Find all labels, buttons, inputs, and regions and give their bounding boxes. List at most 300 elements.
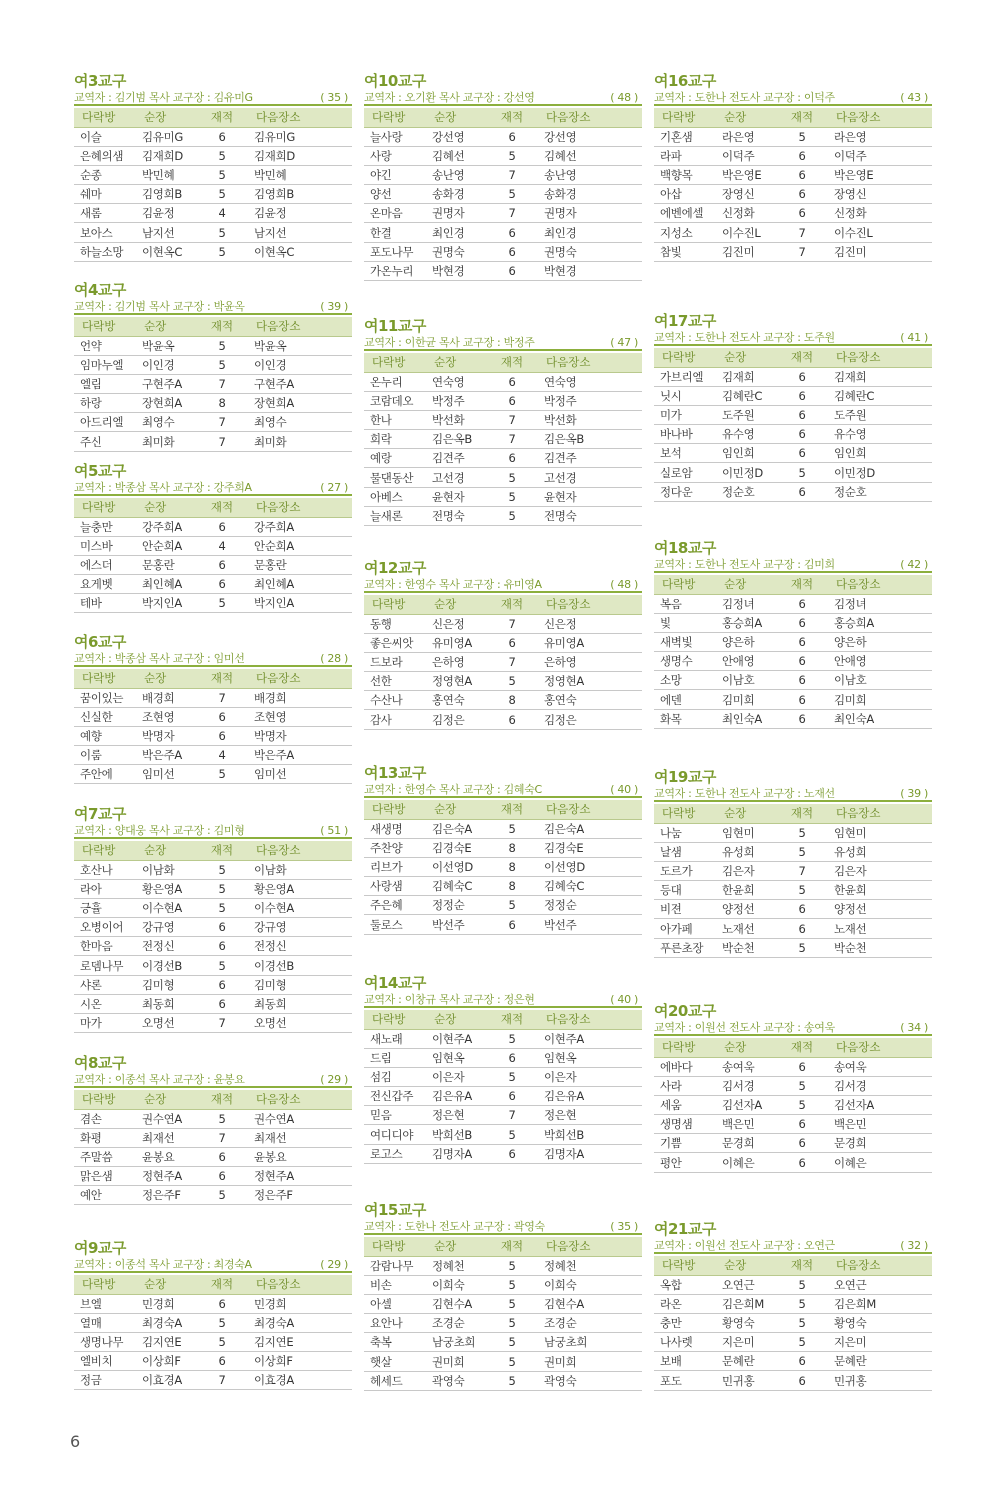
table-row — [364, 242, 642, 261]
district-count: ( 29 ) — [320, 1073, 348, 1086]
district-staff: 교역자 : 김기범 목사 교구장 : 박윤옥 — [74, 300, 245, 313]
district-title: 여18교구 — [654, 539, 716, 557]
cell-room: 나눔 — [654, 823, 716, 842]
district-title: 여10교구 — [364, 72, 426, 90]
cell-enrolled: 6 — [776, 1153, 828, 1172]
header-leader: 순장 — [136, 669, 196, 688]
header-next-place: 다음장소 — [248, 498, 352, 517]
table-row — [364, 838, 642, 857]
cell-room: 생명나무 — [74, 1332, 136, 1351]
cell-room: 열매 — [74, 1313, 136, 1332]
cell-next-place: 조경순 — [538, 1314, 642, 1333]
cell-next-place: 김재희 — [828, 367, 932, 386]
cell-room: 한나 — [364, 410, 426, 429]
table-header-row — [364, 1010, 642, 1029]
header-next-place: 다음장소 — [248, 108, 352, 127]
cell-next-place: 권수연A — [248, 1109, 352, 1128]
cell-enrolled: 6 — [486, 449, 538, 468]
header-enrolled: 재적 — [486, 1010, 538, 1029]
cell-leader: 이수현A — [136, 898, 196, 917]
cell-room: 샤론 — [74, 975, 136, 994]
district-info — [654, 90, 932, 106]
cell-room: 좋은씨앗 — [364, 633, 426, 652]
table-row — [74, 1332, 352, 1351]
cell-next-place: 최재선 — [248, 1128, 352, 1147]
cell-room: 정다운 — [654, 482, 716, 501]
table-row — [654, 1294, 932, 1313]
cell-enrolled: 6 — [776, 594, 828, 613]
cell-enrolled: 5 — [486, 1256, 538, 1275]
cell-room: 새생명 — [364, 819, 426, 838]
cell-next-place: 이혜은 — [828, 1153, 932, 1172]
table-row — [74, 575, 352, 594]
cell-enrolled: 7 — [196, 688, 248, 707]
district-staff: 교역자 : 도한나 전도사 교구장 : 이덕주 — [654, 91, 835, 104]
district-count: ( 39 ) — [900, 787, 928, 800]
cell-next-place: 정정순 — [538, 896, 642, 915]
cell-enrolled: 5 — [196, 765, 248, 784]
header-next-place: 다음장소 — [248, 1275, 352, 1294]
cell-enrolled: 6 — [486, 1144, 538, 1163]
header-next-place: 다음장소 — [828, 1256, 932, 1275]
cell-room: 오병이어 — [74, 918, 136, 937]
cell-next-place: 김미희 — [828, 690, 932, 709]
cell-next-place: 민귀홍 — [828, 1371, 932, 1390]
cell-next-place: 김윤정 — [248, 204, 352, 223]
cell-leader: 이혜은 — [716, 1153, 776, 1172]
cell-enrolled: 5 — [486, 1294, 538, 1313]
cell-room: 비젼 — [654, 900, 716, 919]
table-row — [654, 1057, 932, 1076]
cell-leader: 최미화 — [136, 432, 196, 451]
district-block — [364, 974, 642, 1164]
cell-enrolled: 5 — [776, 1076, 828, 1095]
table-row — [74, 223, 352, 242]
cell-next-place: 이효경A — [248, 1371, 352, 1390]
cell-leader: 정현주A — [136, 1167, 196, 1186]
cell-next-place: 김경숙E — [538, 838, 642, 857]
cell-leader: 최영수 — [136, 413, 196, 432]
table-row — [654, 652, 932, 671]
cell-enrolled: 7 — [196, 432, 248, 451]
header-enrolled: 재적 — [776, 575, 828, 594]
cell-enrolled: 5 — [196, 1332, 248, 1351]
cell-leader: 이경선B — [136, 956, 196, 975]
cell-enrolled: 6 — [486, 710, 538, 729]
table-row — [654, 1352, 932, 1371]
header-leader: 순장 — [716, 575, 776, 594]
header-room: 다락방 — [74, 669, 136, 688]
header-next-place: 다음장소 — [248, 317, 352, 336]
cell-enrolled: 5 — [776, 823, 828, 842]
table-row — [74, 394, 352, 413]
cell-room: 헤세드 — [364, 1371, 426, 1390]
cell-next-place: 박민혜 — [248, 165, 352, 184]
cell-leader: 김명자A — [426, 1144, 486, 1163]
district-block — [654, 1002, 932, 1173]
table-row — [364, 146, 642, 165]
cell-next-place: 박선주 — [538, 915, 642, 934]
cell-next-place: 박순천 — [828, 938, 932, 957]
district-count: ( 51 ) — [320, 824, 348, 837]
district-table — [74, 108, 352, 262]
district-title: 여5교구 — [74, 462, 126, 480]
cell-room: 주안에 — [74, 765, 136, 784]
cell-room: 한결 — [364, 223, 426, 242]
cell-leader: 윤현자 — [426, 487, 486, 506]
header-room: 다락방 — [74, 108, 136, 127]
cell-leader: 권명숙 — [426, 242, 486, 261]
cell-leader: 김진미 — [716, 242, 776, 261]
cell-leader: 권명자 — [426, 204, 486, 223]
table-row — [74, 975, 352, 994]
table-row — [364, 1275, 642, 1294]
cell-next-place: 이덕주 — [828, 146, 932, 165]
cell-leader: 박은영E — [716, 165, 776, 184]
district-table — [364, 353, 642, 526]
table-row — [74, 1014, 352, 1033]
district-title: 여12교구 — [364, 559, 426, 577]
district-info — [364, 577, 642, 593]
district-block — [74, 633, 352, 784]
table-row — [654, 127, 932, 146]
table-row — [364, 652, 642, 671]
cell-leader: 안애영 — [716, 652, 776, 671]
table-row — [74, 1313, 352, 1332]
cell-next-place: 문혜란 — [828, 1352, 932, 1371]
cell-enrolled: 8 — [486, 877, 538, 896]
cell-leader: 유성희 — [716, 842, 776, 861]
cell-leader: 송화경 — [426, 185, 486, 204]
cell-room: 순종 — [74, 165, 136, 184]
header-enrolled: 재적 — [486, 108, 538, 127]
cell-room: 지성소 — [654, 223, 716, 242]
cell-leader: 유수영 — [716, 425, 776, 444]
cell-next-place: 유미영A — [538, 633, 642, 652]
cell-enrolled: 6 — [776, 900, 828, 919]
cell-enrolled: 6 — [776, 185, 828, 204]
cell-leader: 문홍란 — [136, 555, 196, 574]
cell-next-place: 이인경 — [248, 355, 352, 374]
cell-enrolled: 5 — [486, 896, 538, 915]
cell-room: 드림 — [364, 1048, 426, 1067]
cell-next-place: 박은영E — [828, 165, 932, 184]
cell-next-place: 라은영 — [828, 127, 932, 146]
header-enrolled: 재적 — [196, 1275, 248, 1294]
cell-enrolled: 7 — [196, 374, 248, 393]
cell-next-place: 김서경 — [828, 1076, 932, 1095]
cell-room: 감사 — [364, 710, 426, 729]
cell-room: 옥합 — [654, 1275, 716, 1294]
table-row — [364, 391, 642, 410]
cell-enrolled: 5 — [776, 1275, 828, 1294]
cell-next-place: 이남화 — [248, 860, 352, 879]
cell-enrolled: 5 — [486, 487, 538, 506]
cell-next-place: 신정화 — [828, 204, 932, 223]
cell-next-place: 문홍란 — [248, 555, 352, 574]
district-block — [364, 317, 642, 526]
header-room: 다락방 — [74, 1275, 136, 1294]
table-header-row — [364, 595, 642, 614]
cell-leader: 박윤옥 — [136, 336, 196, 355]
cell-next-place: 곽영숙 — [538, 1371, 642, 1390]
table-row — [654, 1371, 932, 1390]
cell-enrolled: 6 — [776, 690, 828, 709]
cell-enrolled: 6 — [776, 146, 828, 165]
cell-room: 빛 — [654, 613, 716, 632]
district-block — [74, 805, 352, 1033]
cell-next-place: 김미형 — [248, 975, 352, 994]
table-row — [74, 165, 352, 184]
table-header-row — [74, 669, 352, 688]
table-row — [654, 482, 932, 501]
cell-next-place: 안순희A — [248, 536, 352, 555]
header-enrolled: 재적 — [196, 498, 248, 517]
cell-next-place: 김은자 — [828, 861, 932, 880]
cell-enrolled: 7 — [196, 1128, 248, 1147]
district-staff: 교역자 : 이한균 목사 교구장 : 박정주 — [364, 336, 535, 349]
header-next-place: 다음장소 — [538, 1010, 642, 1029]
cell-enrolled: 5 — [776, 938, 828, 957]
cell-room: 라온 — [654, 1294, 716, 1313]
cell-room: 동행 — [364, 614, 426, 633]
cell-leader: 연숙영 — [426, 372, 486, 391]
table-header-row — [654, 108, 932, 127]
cell-leader: 조경순 — [426, 1314, 486, 1333]
cell-enrolled: 5 — [196, 355, 248, 374]
cell-room: 평안 — [654, 1153, 716, 1172]
cell-enrolled: 6 — [486, 261, 538, 280]
district-info — [74, 823, 352, 839]
district-staff: 교역자 : 도한나 전도사 교구장 : 노재선 — [654, 787, 835, 800]
table-row — [654, 671, 932, 690]
cell-enrolled: 7 — [196, 1371, 248, 1390]
table-row — [74, 860, 352, 879]
header-next-place: 다음장소 — [538, 800, 642, 819]
cell-room: 긍휼 — [74, 898, 136, 917]
cell-room: 엘비치 — [74, 1352, 136, 1371]
header-enrolled: 재적 — [196, 317, 248, 336]
cell-room: 화목 — [654, 709, 716, 728]
cell-enrolled: 6 — [486, 1087, 538, 1106]
cell-next-place: 김현수A — [538, 1294, 642, 1313]
cell-room: 에벤에셀 — [654, 204, 716, 223]
cell-leader: 임현옥 — [426, 1048, 486, 1067]
table-row — [364, 449, 642, 468]
header-room: 다락방 — [74, 841, 136, 860]
cell-leader: 남궁초희 — [426, 1333, 486, 1352]
cell-enrolled: 7 — [486, 430, 538, 449]
header-enrolled: 재적 — [486, 800, 538, 819]
district-staff: 교역자 : 이원선 전도사 교구장 : 오연근 — [654, 1239, 835, 1252]
district-info — [654, 330, 932, 346]
cell-room: 주은혜 — [364, 896, 426, 915]
table-row — [74, 127, 352, 146]
cell-next-place: 정순호 — [828, 482, 932, 501]
cell-leader: 문혜란 — [716, 1352, 776, 1371]
cell-next-place: 권명숙 — [538, 242, 642, 261]
district-count: ( 27 ) — [320, 481, 348, 494]
cell-leader: 이수진L — [716, 223, 776, 242]
header-room: 다락방 — [654, 575, 716, 594]
cell-next-place: 황은영A — [248, 879, 352, 898]
cell-next-place: 구현주A — [248, 374, 352, 393]
cell-next-place: 김진미 — [828, 242, 932, 261]
district-title: 여15교구 — [364, 1201, 426, 1219]
cell-room: 임마누엘 — [74, 355, 136, 374]
cell-leader: 정혜천 — [426, 1256, 486, 1275]
table-row — [74, 956, 352, 975]
cell-next-place: 민경희 — [248, 1294, 352, 1313]
table-header-row — [364, 800, 642, 819]
cell-room: 한마음 — [74, 937, 136, 956]
cell-room: 믿음 — [364, 1106, 426, 1125]
table-row — [654, 1076, 932, 1095]
cell-room: 정금 — [74, 1371, 136, 1390]
table-row — [74, 1186, 352, 1205]
cell-leader: 남지선 — [136, 223, 196, 242]
district-table — [654, 348, 932, 502]
cell-leader: 이상희F — [136, 1352, 196, 1371]
district-table — [654, 1256, 932, 1391]
cell-next-place: 조현영 — [248, 707, 352, 726]
cell-leader: 신은정 — [426, 614, 486, 633]
table-row — [364, 672, 642, 691]
cell-leader: 임인희 — [716, 444, 776, 463]
cell-room: 쉐마 — [74, 185, 136, 204]
cell-leader: 정은현 — [426, 1106, 486, 1125]
cell-room: 가브리엘 — [654, 367, 716, 386]
cell-room: 호산나 — [74, 860, 136, 879]
district-count: ( 41 ) — [900, 331, 928, 344]
table-row — [74, 879, 352, 898]
table-row — [364, 1029, 642, 1048]
cell-next-place: 이은자 — [538, 1067, 642, 1086]
cell-room: 섬김 — [364, 1067, 426, 1086]
cell-leader: 최재선 — [136, 1128, 196, 1147]
cell-enrolled: 6 — [486, 223, 538, 242]
cell-enrolled: 6 — [776, 613, 828, 632]
cell-next-place: 오명선 — [248, 1014, 352, 1033]
district-count: ( 35 ) — [320, 91, 348, 104]
header-leader: 순장 — [136, 498, 196, 517]
cell-leader: 김은옥B — [426, 430, 486, 449]
table-row — [364, 819, 642, 838]
table-row — [654, 444, 932, 463]
cell-enrolled: 6 — [776, 386, 828, 405]
cell-enrolled: 5 — [196, 146, 248, 165]
table-row — [74, 746, 352, 765]
cell-next-place: 윤현자 — [538, 487, 642, 506]
district-title: 여7교구 — [74, 805, 126, 823]
cell-room: 이슬 — [74, 127, 136, 146]
table-row — [74, 536, 352, 555]
table-row — [364, 1371, 642, 1390]
table-row — [654, 861, 932, 880]
cell-leader: 지은미 — [716, 1333, 776, 1352]
cell-leader: 이덕주 — [716, 146, 776, 165]
cell-enrolled: 5 — [486, 468, 538, 487]
cell-next-place: 김은희M — [828, 1294, 932, 1313]
table-row — [654, 900, 932, 919]
cell-next-place: 최경숙A — [248, 1313, 352, 1332]
cell-next-place: 김은유A — [538, 1087, 642, 1106]
cell-next-place: 박명자 — [248, 726, 352, 745]
cell-leader: 송여욱 — [716, 1057, 776, 1076]
table-row — [654, 1333, 932, 1352]
district-block — [74, 1239, 352, 1390]
header-room: 다락방 — [364, 800, 426, 819]
table-header-row — [654, 1256, 932, 1275]
district-staff: 교역자 : 박종삼 목사 교구장 : 강주희A — [74, 481, 252, 494]
cell-enrolled: 6 — [776, 444, 828, 463]
cell-room: 포도나무 — [364, 242, 426, 261]
cell-room: 주찬양 — [364, 838, 426, 857]
cell-room: 요게벳 — [74, 575, 136, 594]
table-row — [364, 877, 642, 896]
cell-leader: 김미희 — [716, 690, 776, 709]
cell-leader: 이희숙 — [426, 1275, 486, 1294]
cell-next-place: 이현주A — [538, 1029, 642, 1048]
table-row — [74, 726, 352, 745]
header-leader: 순장 — [426, 1010, 486, 1029]
district-info — [654, 557, 932, 573]
cell-room: 포도 — [654, 1371, 716, 1390]
district-info — [364, 782, 642, 798]
cell-leader: 고선경 — [426, 468, 486, 487]
cell-leader: 김정녀 — [716, 594, 776, 613]
district-count: ( 48 ) — [610, 91, 638, 104]
cell-room: 야긴 — [364, 165, 426, 184]
table-row — [74, 707, 352, 726]
cell-enrolled: 5 — [196, 898, 248, 917]
cell-next-place: 김혜선 — [538, 146, 642, 165]
district-count: ( 48 ) — [610, 578, 638, 591]
header-leader: 순장 — [716, 1256, 776, 1275]
district-staff: 교역자 : 한영수 목사 교구장 : 유미영A — [364, 578, 542, 591]
cell-enrolled: 6 — [196, 575, 248, 594]
cell-leader: 김혜숙C — [426, 877, 486, 896]
cell-next-place: 박지인A — [248, 594, 352, 613]
district-title: 여20교구 — [654, 1002, 716, 1020]
cell-room: 라파 — [654, 146, 716, 165]
header-leader: 순장 — [716, 348, 776, 367]
cell-leader: 양은하 — [716, 632, 776, 651]
table-row — [74, 1147, 352, 1166]
cell-next-place: 양은하 — [828, 632, 932, 651]
cell-enrolled: 5 — [196, 879, 248, 898]
district-staff: 교역자 : 이원선 전도사 교구장 : 송여욱 — [654, 1021, 835, 1034]
header-next-place: 다음장소 — [828, 575, 932, 594]
cell-enrolled: 6 — [486, 242, 538, 261]
cell-room: 감람나무 — [364, 1256, 426, 1275]
cell-room: 둘로스 — [364, 915, 426, 934]
cell-enrolled: 6 — [196, 918, 248, 937]
table-header-row — [74, 498, 352, 517]
cell-room: 수산나 — [364, 691, 426, 710]
cell-enrolled: 5 — [486, 506, 538, 525]
district-staff: 교역자 : 이종석 목사 교구장 : 최경숙A — [74, 1258, 252, 1271]
cell-leader: 박명자 — [136, 726, 196, 745]
district-staff: 교역자 : 이종석 목사 교구장 : 윤봉요 — [74, 1073, 245, 1086]
table-row — [364, 127, 642, 146]
district-table — [74, 1275, 352, 1390]
cell-next-place: 김은옥B — [538, 430, 642, 449]
header-room: 다락방 — [364, 595, 426, 614]
cell-leader: 김경숙E — [426, 838, 486, 857]
cell-enrolled: 7 — [486, 204, 538, 223]
table-row — [364, 691, 642, 710]
